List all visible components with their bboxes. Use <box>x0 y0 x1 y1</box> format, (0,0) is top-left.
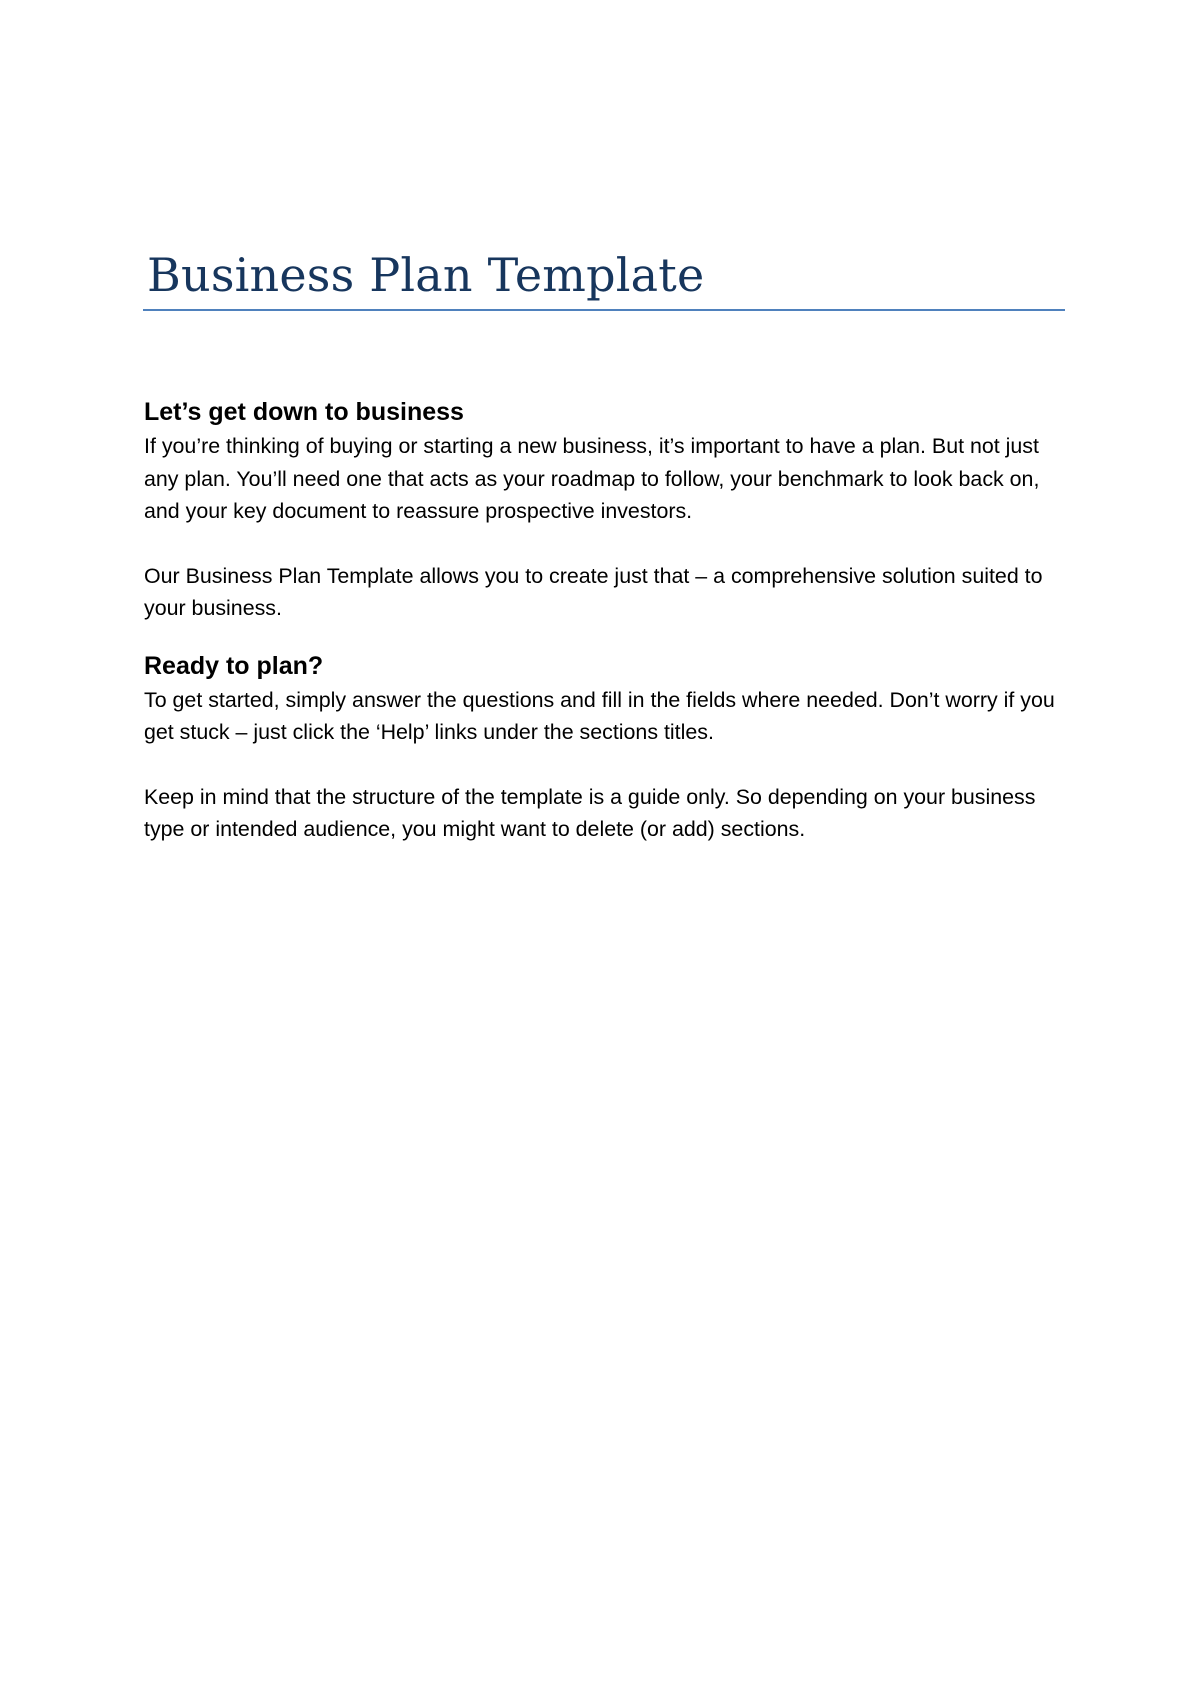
section-heading: Ready to plan? <box>144 651 324 680</box>
section-paragraph: Our Business Plan Template allows you to create just that – a comprehensive solution suited to your business. <box>144 563 1043 621</box>
section-paragraph: Keep in mind that the structure of the template is a guide only. So depending on your business type or intended audience, you might want to delete (or add) sections. <box>144 784 1036 842</box>
title-underline <box>143 309 1065 311</box>
section-paragraph: If you’re thinking of buying or starting a new business, it’s important to have a plan. But not just any plan. You’ll need one that acts as your roadmap to follow, your benchmark to look back on, and your key document to reassure prospective investors. <box>144 434 1040 523</box>
document-title: Business Plan Template <box>147 248 705 302</box>
section-ready <box>144 651 1065 846</box>
section-paragraph: To get started, simply answer the questions and fill in the fields where needed. Don’t worry if you get stuck – just click the ‘Help’ links under the sections titles. <box>144 687 1055 745</box>
section-intro <box>144 397 1065 624</box>
section-heading: Let’s get down to business <box>144 398 464 427</box>
document-body <box>144 248 1065 846</box>
